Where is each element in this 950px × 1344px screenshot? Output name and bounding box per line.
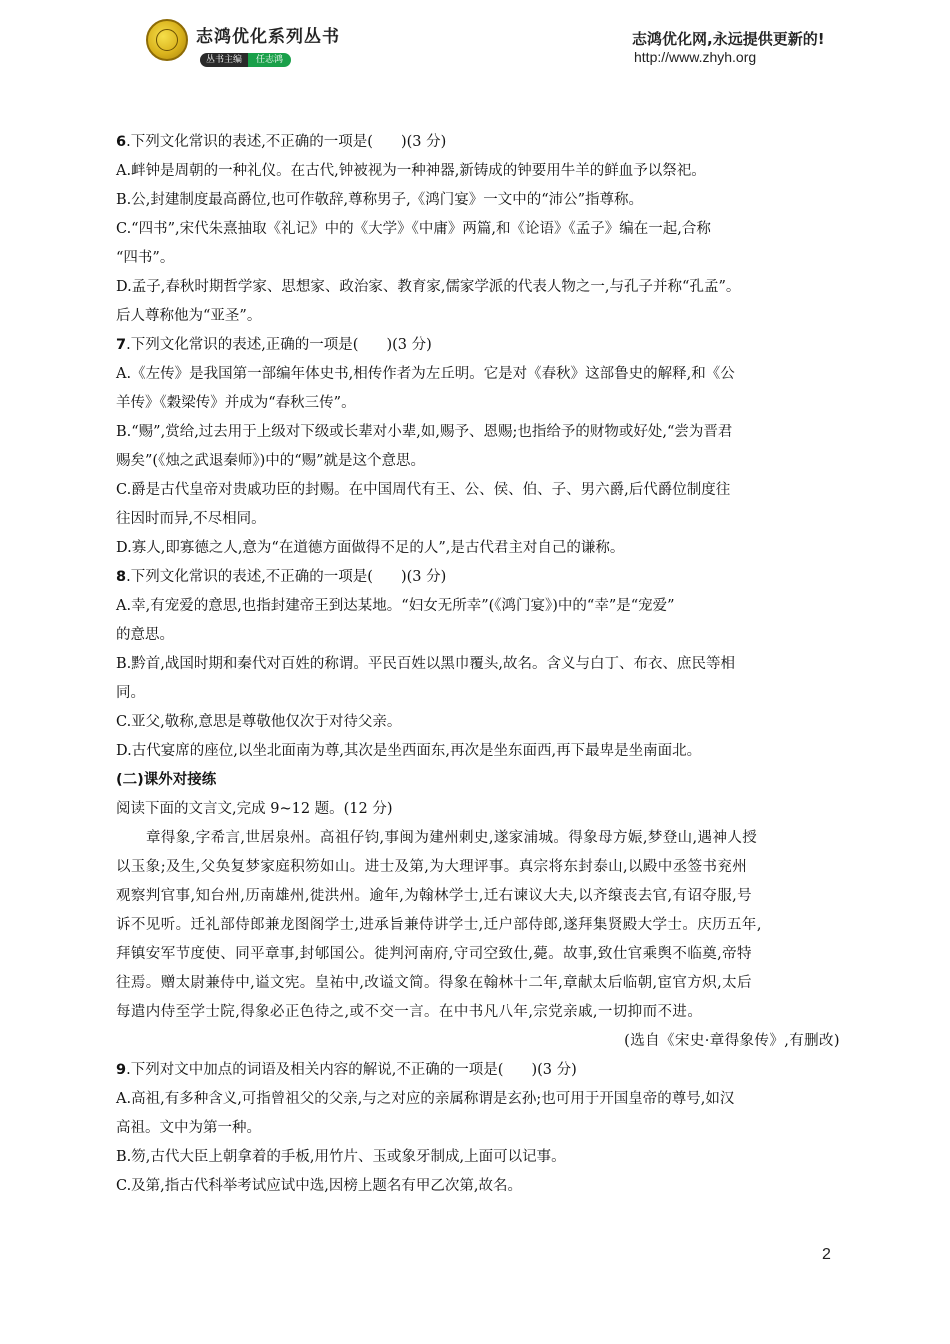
classical-passage [116, 824, 840, 1056]
q6-option-b: B.公,封建制度最高爵位,也可作敬辞,尊称男子,《鸿门宴》一文中的“沛公”指尊称。 [116, 192, 644, 208]
q6-option-c-cont: “四书”。 [116, 250, 175, 266]
q7-option-a-cont: 羊传》《穀梁传》并成为“春秋三传”。 [116, 395, 356, 411]
q8-option-b: B.黔首,战国时期和秦代对百姓的称谓。平民百姓以黑巾覆头,故名。含义与白丁、布衣、庶民等相 [116, 656, 735, 672]
q6-option-d: D.孟子,春秋时期哲学家、思想家、政治家、教育家,儒家学派的代表人物之一,与孔子并称“孔孟”。 [116, 279, 741, 295]
q7-option-c: C.爵是古代皇帝对贵戚功臣的封赐。在中国周代有王、公、侯、伯、子、男六爵,后代爵位制度往 [116, 482, 731, 498]
header-slogan: 志鸿优化网,永远提供更新的! [632, 30, 825, 48]
section-title: (二)课外对接练 [116, 772, 217, 788]
series-title: 志鸿优化系列丛书 [196, 27, 340, 47]
passage-line: 每遣内侍至学士院,得象必正色待之,或不交一言。在中书凡八年,宗党亲戚,一切抑而不进。 [116, 1004, 703, 1020]
editor-badge [200, 47, 291, 65]
question-9-stem: 9.下列对文中加点的词语及相关内容的解说,不正确的一项是( )(3 分) [116, 1062, 577, 1078]
passage-line: 以玉象;及生,父奂复梦家庭积笏如山。进士及第,为大理评事。真宗将东封泰山,以殿中丞签书兖州 [116, 859, 748, 875]
q9-option-a: A.高祖,有多种含义,可指曾祖父的父亲,与之对应的亲属称谓是玄孙;也可用于开国皇帝的尊号,如汉 [116, 1091, 735, 1107]
q8-option-d: D.古代宴席的座位,以坐北面南为尊,其次是坐西面东,再次是坐东面西,再下最卑是坐南面北。 [116, 743, 702, 759]
seal-logo-icon [146, 19, 188, 61]
q6-option-a: A.衅钟是周朝的一种礼仪。在古代,钟被视为一种神器,新铸成的钟要用牛羊的鲜血予以祭祀。 [116, 163, 706, 179]
q6-option-c: C.“四书”,宋代朱熹抽取《礼记》中的《大学》《中庸》两篇,和《论语》《孟子》编在一起,合称 [116, 221, 711, 237]
header-url[interactable]: http://www.zhyh.org [634, 49, 757, 65]
q8-option-b-cont: 同。 [116, 685, 145, 701]
question-7-stem: 7.下列文化常识的表述,正确的一项是( )(3 分) [116, 337, 432, 353]
page-header [0, 0, 950, 90]
q7-option-c-cont: 往因时而异,不尽相同。 [116, 511, 266, 527]
q6-option-d-cont: 后人尊称他为“亚圣”。 [116, 308, 262, 324]
passage-source: (选自《宋史·章得象传》,有删改) [624, 1033, 840, 1049]
editor-name: 任志鸿 [248, 53, 291, 67]
page-number: 2 [822, 1246, 831, 1263]
passage-line: 诉不见听。迁礼部侍郎兼龙图阁学士,进承旨兼侍讲学士,迁户部侍郎,遂拜集贤殿大学士。庆历五年, [116, 917, 762, 933]
passage-line: 往焉。赠太尉兼侍中,谥文宪。皇祐中,改谥文简。得象在翰林十二年,章献太后临朝,宦官方炽,太后 [116, 975, 752, 991]
q7-option-b: B.“赐”,赏给,过去用于上级对下级或长辈对小辈,如,赐予、恩赐;也指给予的财物或好处,“尝为晋君 [116, 424, 733, 440]
q8-option-a-cont: 的意思。 [116, 627, 174, 643]
passage-line: 观察判官事,知台州,历南雄州,徙洪州。逾年,为翰林学士,迁右谏议大夫,以齐缞丧去官,有诏夺服,号 [116, 888, 753, 904]
q9-option-c: C.及第,指古代科举考试应试中选,因榜上题名有甲乙次第,故名。 [116, 1178, 523, 1194]
passage-line: 章得象,字希言,世居泉州。高祖仔钧,事闽为建州刺史,遂家浦城。得象母方娠,梦登山,遇神人授 [146, 830, 758, 846]
q7-option-d: D.寡人,即寡德之人,意为“在道德方面做得不足的人”,是古代君主对自己的谦称。 [116, 540, 625, 556]
question-8-stem: 8.下列文化常识的表述,不正确的一项是( )(3 分) [116, 569, 447, 585]
section-instruction: 阅读下面的文言文,完成 9~12 题。(12 分) [116, 801, 393, 817]
question-6-stem: 6.下列文化常识的表述,不正确的一项是( )(3 分) [116, 134, 447, 150]
q9-option-a-cont: 高祖。文中为第一种。 [116, 1120, 261, 1136]
q7-option-b-cont: 赐矣”(《烛之武退秦师》)中的“赐”就是这个意思。 [116, 453, 426, 469]
q7-option-a: A.《左传》是我国第一部编年体史书,相传作者为左丘明。它是对《春秋》这部鲁史的解释,和《公 [116, 366, 735, 382]
q8-option-c: C.亚父,敬称,意思是尊敬他仅次于对待父亲。 [116, 714, 402, 730]
editor-label: 丛书主编 [200, 53, 248, 67]
q8-option-a: A.幸,有宠爱的意思,也指封建帝王到达某地。“妇女无所幸”(《鸿门宴》)中的“幸”是“宠爱” [116, 598, 675, 614]
passage-line: 拜镇安军节度使、同平章事,封郇国公。徙判河南府,守司空致仕,薨。故事,致仕官乘舆不临奠,帝特 [116, 946, 752, 962]
q9-option-b: B.笏,古代大臣上朝拿着的手板,用竹片、玉或象牙制成,上面可以记事。 [116, 1149, 566, 1165]
document-body [116, 128, 840, 1201]
